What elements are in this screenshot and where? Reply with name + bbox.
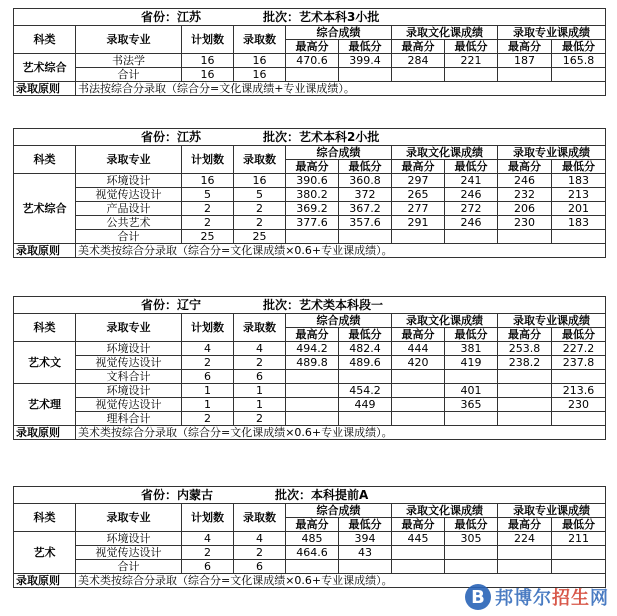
header-min: 最低分: [339, 328, 392, 342]
admission-table: [13, 128, 606, 258]
plan-cell: 2: [182, 216, 234, 230]
score-cell: [339, 370, 392, 384]
score-cell: 43: [339, 546, 392, 560]
watermark-logo-icon: B: [465, 584, 491, 610]
score-cell: 454.2: [339, 384, 392, 398]
table-row: [14, 216, 606, 230]
header-admit: 录取数: [234, 146, 286, 174]
plan-cell: 16: [182, 54, 234, 68]
rule-text: 美术类按综合分录取（综合分=文化课成绩×0.6+专业课成绩）。: [76, 574, 606, 588]
score-cell: 489.6: [339, 356, 392, 370]
admit-cell: 1: [234, 398, 286, 412]
score-cell: 419: [445, 356, 498, 370]
plan-cell: 1: [182, 384, 234, 398]
score-cell: 232: [498, 188, 552, 202]
table-row: [14, 174, 606, 188]
plan-cell: 25: [182, 230, 234, 244]
table-row: [14, 230, 606, 244]
table-row: [14, 54, 606, 68]
rule-label: 录取原则: [14, 426, 76, 440]
rule-text: 美术类按综合分录取（综合分=文化课成绩×0.6+专业课成绩）。: [76, 244, 606, 258]
admit-cell: 6: [234, 370, 286, 384]
category-cell: 艺术综合: [14, 174, 76, 244]
score-cell: 367.2: [339, 202, 392, 216]
score-cell: 187: [498, 54, 552, 68]
score-cell: 482.4: [339, 342, 392, 356]
table-row: [14, 202, 606, 216]
header-max: 最高分: [498, 40, 552, 54]
score-cell: 357.6: [339, 216, 392, 230]
score-cell: 360.8: [339, 174, 392, 188]
batch-label: 批次：艺术本科3小批: [263, 9, 380, 24]
admit-cell: 5: [234, 188, 286, 202]
header-max: 最高分: [498, 160, 552, 174]
score-cell: [445, 546, 498, 560]
score-cell: 241: [445, 174, 498, 188]
rule-label: 录取原则: [14, 82, 76, 96]
score-cell: 381: [445, 342, 498, 356]
major-cell: 视觉传达设计: [76, 398, 182, 412]
table-title: [14, 129, 606, 146]
header-min: 最低分: [445, 328, 498, 342]
table-title: [14, 487, 606, 504]
header-admit: 录取数: [234, 504, 286, 532]
score-cell: 369.2: [286, 202, 339, 216]
score-cell: 246: [445, 216, 498, 230]
score-cell: 221: [445, 54, 498, 68]
score-cell: 470.6: [286, 54, 339, 68]
score-cell: [552, 412, 606, 426]
header-min: 最低分: [552, 160, 606, 174]
major-cell: 书法学: [76, 54, 182, 68]
header-max: 最高分: [286, 518, 339, 532]
score-cell: 211: [552, 532, 606, 546]
header-max: 最高分: [498, 328, 552, 342]
score-cell: [339, 560, 392, 574]
score-cell: [498, 384, 552, 398]
major-cell: 视觉传达设计: [76, 546, 182, 560]
admit-cell: 2: [234, 216, 286, 230]
table-row: [14, 68, 606, 82]
score-cell: 365: [445, 398, 498, 412]
score-cell: 377.6: [286, 216, 339, 230]
table-row: [14, 560, 606, 574]
admission-table-block: [13, 128, 605, 258]
admit-cell: 16: [234, 68, 286, 82]
score-cell: [498, 412, 552, 426]
score-cell: 420: [392, 356, 445, 370]
score-cell: 227.2: [552, 342, 606, 356]
major-cell: 合计: [76, 68, 182, 82]
batch-label: 批次：艺术类本科段一: [263, 297, 384, 312]
header-min: 最低分: [445, 40, 498, 54]
header-plan: 计划数: [182, 504, 234, 532]
score-cell: 394: [339, 532, 392, 546]
header-min: 最低分: [339, 40, 392, 54]
admission-table-block: [13, 486, 605, 588]
score-cell: 494.2: [286, 342, 339, 356]
score-cell: [498, 398, 552, 412]
score-cell: [552, 546, 606, 560]
plan-cell: 4: [182, 342, 234, 356]
batch-label: 批次：艺术本科2小批: [263, 129, 380, 144]
score-cell: 489.8: [286, 356, 339, 370]
province-label: 省份：辽宁: [141, 297, 202, 312]
header-min: 最低分: [445, 160, 498, 174]
header-max: 最高分: [392, 328, 445, 342]
province-label: 省份：内蒙古: [141, 487, 214, 502]
header-professional: 录取专业课成绩: [498, 314, 606, 328]
score-cell: [392, 68, 445, 82]
score-cell: 444: [392, 342, 445, 356]
header-kelei: 科类: [14, 314, 76, 342]
score-cell: [339, 68, 392, 82]
category-cell: 艺术文: [14, 342, 76, 384]
header-composite: 综合成绩: [286, 504, 392, 518]
plan-cell: 6: [182, 370, 234, 384]
table-title: [14, 9, 606, 26]
score-cell: [498, 546, 552, 560]
admit-cell: 4: [234, 532, 286, 546]
header-plan: 计划数: [182, 146, 234, 174]
table-row: [14, 370, 606, 384]
score-cell: 246: [445, 188, 498, 202]
major-cell: 公共艺术: [76, 216, 182, 230]
score-cell: 213: [552, 188, 606, 202]
score-cell: 390.6: [286, 174, 339, 188]
score-cell: 238.2: [498, 356, 552, 370]
score-cell: 485: [286, 532, 339, 546]
score-cell: 464.6: [286, 546, 339, 560]
header-major: 录取专业: [76, 314, 182, 342]
major-cell: 产品设计: [76, 202, 182, 216]
header-culture: 录取文化课成绩: [392, 146, 498, 160]
header-admit: 录取数: [234, 314, 286, 342]
province-label: 省份：江苏: [141, 129, 202, 144]
major-cell: 合计: [76, 230, 182, 244]
score-cell: [552, 230, 606, 244]
province-label: 省份：江苏: [141, 9, 202, 24]
score-cell: 380.2: [286, 188, 339, 202]
admit-cell: 2: [234, 356, 286, 370]
major-cell: 理科合计: [76, 412, 182, 426]
score-cell: [552, 68, 606, 82]
admit-cell: 2: [234, 202, 286, 216]
table-row: [14, 398, 606, 412]
header-composite: 综合成绩: [286, 314, 392, 328]
major-cell: 环境设计: [76, 384, 182, 398]
header-major: 录取专业: [76, 146, 182, 174]
score-cell: 183: [552, 216, 606, 230]
score-cell: [339, 412, 392, 426]
admission-table: [13, 296, 606, 440]
category-cell: 艺术综合: [14, 54, 76, 82]
score-cell: 230: [552, 398, 606, 412]
category-cell: 艺术理: [14, 384, 76, 426]
score-cell: 445: [392, 532, 445, 546]
table-row: [14, 546, 606, 560]
score-cell: [286, 384, 339, 398]
score-cell: [392, 384, 445, 398]
header-composite: 综合成绩: [286, 26, 392, 40]
score-cell: [445, 370, 498, 384]
admit-cell: 2: [234, 546, 286, 560]
table-row: [14, 342, 606, 356]
score-cell: [498, 230, 552, 244]
header-major: 录取专业: [76, 504, 182, 532]
rule-label: 录取原则: [14, 244, 76, 258]
score-cell: 297: [392, 174, 445, 188]
plan-cell: 2: [182, 356, 234, 370]
header-min: 最低分: [552, 40, 606, 54]
rule-text: 美术类按综合分录取（综合分=文化课成绩×0.6+专业课成绩）。: [76, 426, 606, 440]
score-cell: [552, 370, 606, 384]
header-min: 最低分: [552, 328, 606, 342]
admission-table-block: [13, 8, 605, 96]
table-row: [14, 356, 606, 370]
score-cell: 265: [392, 188, 445, 202]
score-cell: 284: [392, 54, 445, 68]
score-cell: 449: [339, 398, 392, 412]
score-cell: 206: [498, 202, 552, 216]
admit-cell: 4: [234, 342, 286, 356]
score-cell: 165.8: [552, 54, 606, 68]
table-row: [14, 188, 606, 202]
score-cell: [286, 68, 339, 82]
major-cell: 环境设计: [76, 174, 182, 188]
major-cell: 视觉传达设计: [76, 356, 182, 370]
score-cell: 253.8: [498, 342, 552, 356]
plan-cell: 6: [182, 560, 234, 574]
score-cell: [392, 230, 445, 244]
admit-cell: 6: [234, 560, 286, 574]
score-cell: [498, 68, 552, 82]
header-max: 最高分: [498, 518, 552, 532]
watermark: [465, 584, 609, 610]
batch-label: 批次：本科提前A: [275, 487, 369, 502]
header-max: 最高分: [392, 40, 445, 54]
score-cell: 213.6: [552, 384, 606, 398]
score-cell: [286, 398, 339, 412]
admission-table-block: [13, 296, 605, 440]
header-culture: 录取文化课成绩: [392, 314, 498, 328]
header-min: 最低分: [339, 160, 392, 174]
header-min: 最低分: [552, 518, 606, 532]
admission-table: [13, 8, 606, 96]
score-cell: [286, 560, 339, 574]
score-cell: 399.4: [339, 54, 392, 68]
plan-cell: 2: [182, 202, 234, 216]
table-row: [14, 412, 606, 426]
score-cell: [392, 546, 445, 560]
score-cell: [552, 560, 606, 574]
admit-cell: 25: [234, 230, 286, 244]
score-cell: 246: [498, 174, 552, 188]
score-cell: [392, 398, 445, 412]
table-row: [14, 532, 606, 546]
watermark-text: 邦博尔招生网: [495, 588, 609, 609]
major-cell: 环境设计: [76, 532, 182, 546]
header-professional: 录取专业课成绩: [498, 504, 606, 518]
score-cell: 372: [339, 188, 392, 202]
header-max: 最高分: [286, 160, 339, 174]
score-cell: 401: [445, 384, 498, 398]
major-cell: 视觉传达设计: [76, 188, 182, 202]
header-culture: 录取文化课成绩: [392, 26, 498, 40]
header-min: 最低分: [445, 518, 498, 532]
score-cell: 230: [498, 216, 552, 230]
admit-cell: 2: [234, 412, 286, 426]
plan-cell: 5: [182, 188, 234, 202]
score-cell: [392, 370, 445, 384]
header-major: 录取专业: [76, 26, 182, 54]
score-cell: 224: [498, 532, 552, 546]
header-professional: 录取专业课成绩: [498, 26, 606, 40]
rule-text: 书法按综合分录取（综合分=文化课成绩+专业课成绩）。: [76, 82, 606, 96]
major-cell: 文科合计: [76, 370, 182, 384]
score-cell: [498, 560, 552, 574]
plan-cell: 16: [182, 174, 234, 188]
score-cell: 305: [445, 532, 498, 546]
score-cell: 272: [445, 202, 498, 216]
plan-cell: 16: [182, 68, 234, 82]
score-cell: [286, 370, 339, 384]
header-kelei: 科类: [14, 146, 76, 174]
header-admit: 录取数: [234, 26, 286, 54]
header-professional: 录取专业课成绩: [498, 146, 606, 160]
admit-cell: 1: [234, 384, 286, 398]
plan-cell: 2: [182, 412, 234, 426]
score-cell: [445, 412, 498, 426]
header-plan: 计划数: [182, 314, 234, 342]
major-cell: 环境设计: [76, 342, 182, 356]
header-min: 最低分: [339, 518, 392, 532]
rule-label: 录取原则: [14, 574, 76, 588]
score-cell: [445, 68, 498, 82]
table-title: [14, 297, 606, 314]
score-cell: [339, 230, 392, 244]
admit-cell: 16: [234, 174, 286, 188]
header-composite: 综合成绩: [286, 146, 392, 160]
header-max: 最高分: [392, 518, 445, 532]
score-cell: 277: [392, 202, 445, 216]
plan-cell: 1: [182, 398, 234, 412]
score-cell: 237.8: [552, 356, 606, 370]
score-cell: [286, 230, 339, 244]
header-max: 最高分: [286, 40, 339, 54]
score-cell: 183: [552, 174, 606, 188]
admission-table: [13, 486, 606, 588]
score-cell: [498, 370, 552, 384]
header-max: 最高分: [286, 328, 339, 342]
header-max: 最高分: [392, 160, 445, 174]
header-kelei: 科类: [14, 26, 76, 54]
score-cell: 291: [392, 216, 445, 230]
plan-cell: 2: [182, 546, 234, 560]
score-cell: [392, 412, 445, 426]
header-culture: 录取文化课成绩: [392, 504, 498, 518]
header-kelei: 科类: [14, 504, 76, 532]
table-row: [14, 384, 606, 398]
score-cell: [445, 560, 498, 574]
major-cell: 合计: [76, 560, 182, 574]
score-cell: [392, 560, 445, 574]
plan-cell: 4: [182, 532, 234, 546]
score-cell: 201: [552, 202, 606, 216]
header-plan: 计划数: [182, 26, 234, 54]
score-cell: [286, 412, 339, 426]
category-cell: 艺术: [14, 532, 76, 574]
score-cell: [445, 230, 498, 244]
admit-cell: 16: [234, 54, 286, 68]
